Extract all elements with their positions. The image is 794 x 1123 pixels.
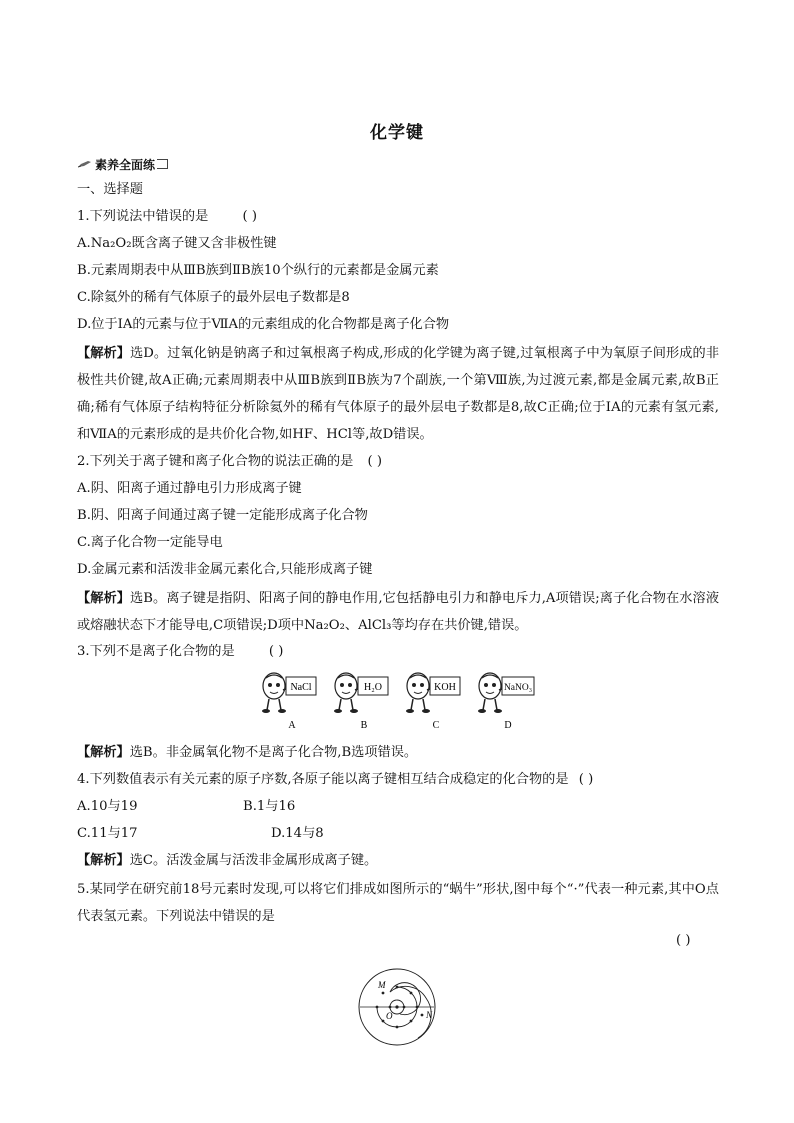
q1-stem-text: 1.下列说法中错误的是 xyxy=(77,209,209,224)
point-n xyxy=(421,1014,424,1017)
section-heading: 一、选择题 xyxy=(77,182,143,197)
q4-stem xyxy=(77,770,593,789)
cartoon-option-b xyxy=(334,673,388,731)
q1-option-a: A.Na₂O₂既含离子键又含非极性键 xyxy=(77,236,277,251)
banner-box xyxy=(157,159,168,169)
q1-option-d: D.位于ⅠA的元素与位于ⅦA的元素组成的化合物都是离子化合物 xyxy=(77,317,450,332)
letter-d: D xyxy=(504,720,512,731)
q3-cartoon-figure xyxy=(256,670,536,732)
q2-analysis xyxy=(77,585,719,639)
q5-blank: ( ) xyxy=(676,933,691,948)
formula-b: H₂O xyxy=(364,682,382,693)
q2-stem-text: 2.下列关于离子键和离子化合物的说法正确的是 xyxy=(77,454,354,469)
q4-options-row-2 xyxy=(77,824,324,843)
q2-option-d: D.金属元素和活泼非金属元素化合,只能形成离子键 xyxy=(77,562,373,577)
q1-stem xyxy=(77,207,257,226)
q4-option-a: A.10与19 xyxy=(77,799,138,814)
q4-option-b: B.1与16 xyxy=(243,799,296,814)
analysis-label: 【解析】 xyxy=(77,591,131,606)
q5-snail-diagram xyxy=(356,966,438,1048)
formula-c: KOH xyxy=(434,682,456,693)
q1-analysis-text: 选D。过氧化钠是钠离子和过氧根离子构成,形成的化学键为离子键,过氧根离子中为氧原子间形成的非极性共价键,故A正确;元素周期表中从ⅢB族到ⅡB族为7个副族,一个第Ⅷ族,为过渡元素,都是金属元素,故B正确;稀有气体原子结构特征分析除氦外的稀有气体原子的最外层电子数都是8,故C正确;位于ⅠA的元素有氢元素,和ⅦA的元素形成的是共价化合物,如HF、HCl等,故D错误。 xyxy=(77,346,720,442)
cartoon-option-c xyxy=(406,673,460,731)
q3-stem xyxy=(77,642,283,661)
cartoon-option-d xyxy=(478,673,534,731)
formula-d: NaNO₃ xyxy=(503,683,533,693)
letter-c: C xyxy=(432,720,440,731)
q3-blank: ( ) xyxy=(268,644,284,659)
letter-a: A xyxy=(288,720,296,731)
formula-a: NaCl xyxy=(290,682,312,693)
q4-analysis-text: 选C。活泼金属与活泼非金属形成离子键。 xyxy=(129,853,378,868)
q4-stem-text: 4.下列数值表示有关元素的原子序数,各原子能以离子键相互结合成稳定的化合物的是 xyxy=(77,772,569,787)
analysis-label: 【解析】 xyxy=(77,853,130,868)
q1-option-c: C.除氦外的稀有气体原子的最外层电子数都是8 xyxy=(77,290,350,305)
q2-option-a: A.阴、阳离子通过静电引力形成离子键 xyxy=(77,481,302,496)
q2-stem xyxy=(77,452,382,471)
q5-stem: 5.某同学在研究前18号元素时发现,可以将它们排成如图所示的“蜗牛”形状,图中每个“·”代表一种元素,其中O点代表氢元素。下列说法中错误的是 xyxy=(77,882,719,924)
analysis-label: 【解析】 xyxy=(77,346,131,361)
q4-option-c: C.11与17 xyxy=(77,826,138,841)
q3-analysis-text: 选B。非金属氧化物不是离子化合物,B选项错误。 xyxy=(129,745,418,760)
label-n: N xyxy=(426,1010,433,1020)
q2-option-c: C.离子化合物一定能导电 xyxy=(77,535,223,550)
q4-blank: ( ) xyxy=(578,772,594,787)
q1-option-b: B.元素周期表中从ⅢB族到ⅡB族10个纵行的元素都是金属元素 xyxy=(77,263,439,278)
point-o xyxy=(395,1005,398,1008)
label-o: O xyxy=(386,1011,393,1021)
analysis-label: 【解析】 xyxy=(77,745,130,760)
q3-analysis xyxy=(77,743,417,762)
page-title: 化学键 xyxy=(370,123,424,143)
q3-stem-text: 3.下列不是离子化合物的是 xyxy=(77,644,235,659)
pencil-icon xyxy=(78,160,92,168)
letter-b: B xyxy=(360,720,368,731)
q1-blank: ( ) xyxy=(242,209,257,224)
q1-analysis xyxy=(77,340,719,448)
label-m: M xyxy=(378,980,386,990)
q4-option-d: D.14与8 xyxy=(271,826,324,841)
q2-analysis-text: 选B。离子键是指阴、阳离子间的静电作用,它包括静电引力和静电斥力,A项错误;离子化合物在水溶液或熔融状态下才能导电,C项错误;D项中Na₂O₂、AlCl₃等均存在共价键,错误。 xyxy=(77,591,720,633)
point-m xyxy=(382,992,385,995)
q2-option-b: B.阴、阳离子间通过离子键一定能形成离子化合物 xyxy=(77,508,368,523)
q4-options-row-1 xyxy=(77,797,295,816)
cartoon-option-a xyxy=(262,673,316,731)
q4-analysis xyxy=(77,851,377,870)
banner-label: 素养全面练 xyxy=(95,157,156,172)
q2-blank: ( ) xyxy=(367,454,383,469)
section-banner xyxy=(78,157,168,171)
